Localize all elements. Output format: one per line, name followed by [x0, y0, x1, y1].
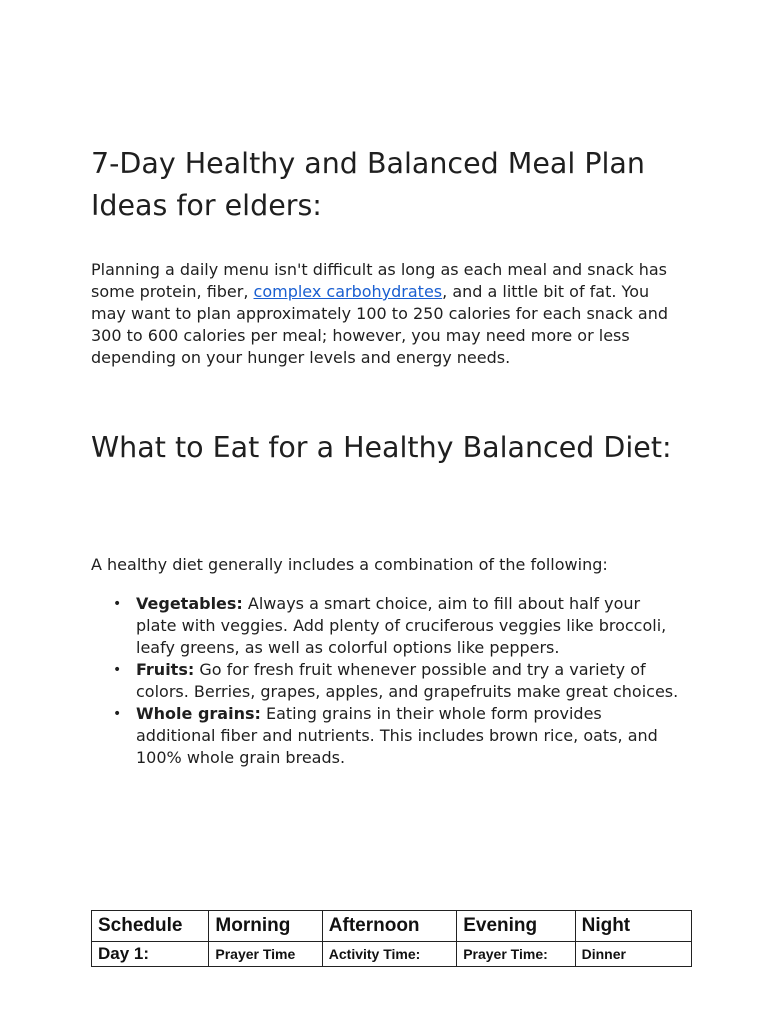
list-item-text: Eating grains in their whole form provides additional fiber and nutrients. This includes brown rice, oats, and 100% whole grain breads. — [136, 704, 658, 767]
bullet-icon: • — [113, 706, 122, 722]
list-item-text: Go for fresh fruit whenever possible and try a variety of colors. Berries, grapes, apples, and grapefruits make great choices. — [136, 660, 679, 701]
header-cell-schedule: Schedule — [92, 911, 209, 942]
table-cell-afternoon: Activity Time: — [322, 942, 456, 967]
table-cell-day: Day 1: — [92, 942, 209, 967]
list-item-vegetables — [91, 593, 683, 659]
table-row — [92, 942, 692, 967]
table-header-row — [92, 911, 692, 942]
section-lead-text: A healthy diet generally includes a combination of the following: — [91, 555, 608, 574]
list-item-text: Always a smart choice, aim to fill about half your plate with veggies. Add plenty of cruciferous veggies like broccoli, leafy greens, as well as colorful options like peppers. — [136, 594, 667, 657]
bullet-icon: • — [113, 662, 122, 678]
header-cell-evening: Evening — [457, 911, 575, 942]
list-item-label: Vegetables: — [136, 594, 243, 613]
food-group-list — [91, 593, 683, 769]
header-cell-afternoon: Afternoon — [322, 911, 456, 942]
table-cell-night: Dinner — [575, 942, 691, 967]
intro-text-before-link: Planning a daily menu isn't difficult as long as each meal and snack has some protein, fiber, — [91, 260, 667, 301]
intro-text-after-link: , and a little bit of fat. You may want to plan approximately 100 to 250 calories for each snack and 300 to 600 calories per meal; however, you may need more or less depending on your hunger levels and energy needs. — [91, 282, 668, 367]
header-cell-night: Night — [575, 911, 691, 942]
list-item-label: Whole grains: — [136, 704, 261, 723]
intro-paragraph — [91, 259, 681, 369]
list-item-fruits — [91, 659, 683, 703]
bullet-icon: • — [113, 596, 122, 612]
section-heading: What to Eat for a Healthy Balanced Diet: — [91, 431, 672, 464]
table-cell-morning: Prayer Time — [209, 942, 322, 967]
header-cell-morning: Morning — [209, 911, 322, 942]
list-item-label: Fruits: — [136, 660, 195, 679]
page-title: 7-Day Healthy and Balanced Meal Plan Ideas for elders: — [91, 147, 645, 222]
table-cell-evening: Prayer Time: — [457, 942, 575, 967]
list-item-whole-grains — [91, 703, 683, 769]
schedule-table — [91, 910, 692, 967]
complex-carbohydrates-link[interactable]: complex carbohydrates — [253, 282, 443, 301]
